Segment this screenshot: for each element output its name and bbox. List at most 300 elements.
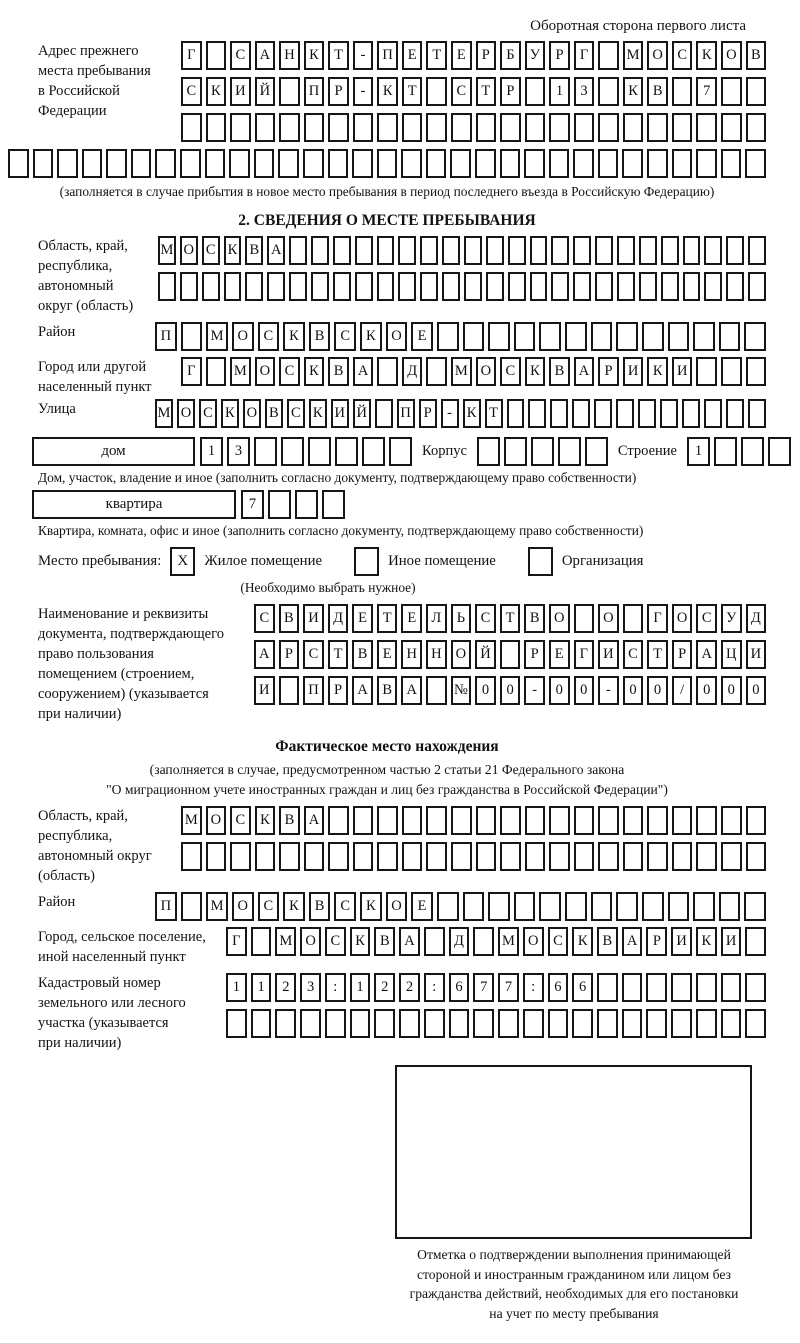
char-cell[interactable] — [377, 842, 398, 871]
char-cell[interactable]: А — [267, 236, 285, 265]
char-cell[interactable] — [402, 842, 423, 871]
char-cell[interactable] — [573, 149, 594, 178]
char-cell[interactable] — [374, 1009, 395, 1038]
char-cell[interactable]: И — [672, 357, 693, 386]
char-cell[interactable] — [377, 357, 398, 386]
char-cell[interactable] — [82, 149, 103, 178]
char-cell[interactable]: О — [243, 399, 261, 428]
char-cell[interactable] — [647, 806, 668, 835]
char-cell[interactable] — [744, 892, 766, 921]
char-cell[interactable] — [486, 272, 504, 301]
char-cell[interactable]: Е — [549, 640, 570, 669]
char-cell[interactable] — [574, 604, 595, 633]
char-cell[interactable] — [574, 113, 595, 142]
char-cell[interactable] — [539, 322, 561, 351]
char-cell[interactable] — [279, 842, 300, 871]
char-cell[interactable]: О — [300, 927, 321, 956]
char-cell[interactable]: 1 — [200, 437, 223, 466]
char-cell[interactable]: Ь — [451, 604, 472, 633]
char-cell[interactable]: - — [353, 41, 374, 70]
char-cell[interactable]: Т — [476, 77, 497, 106]
char-cell[interactable] — [450, 149, 471, 178]
char-cell[interactable] — [500, 806, 521, 835]
char-cell[interactable] — [721, 357, 742, 386]
char-cell[interactable]: И — [623, 357, 644, 386]
char-cell[interactable]: В — [647, 77, 668, 106]
char-cell[interactable] — [721, 842, 742, 871]
char-cell[interactable] — [304, 842, 325, 871]
char-cell[interactable] — [693, 892, 715, 921]
char-cell[interactable]: В — [279, 604, 300, 633]
char-cell[interactable]: В — [309, 322, 331, 351]
char-cell[interactable]: М — [275, 927, 296, 956]
char-cell[interactable] — [475, 149, 496, 178]
char-cell[interactable]: 0 — [696, 676, 717, 705]
char-cell[interactable] — [230, 113, 251, 142]
char-cell[interactable]: В — [265, 399, 283, 428]
char-cell[interactable] — [595, 236, 613, 265]
char-cell[interactable] — [530, 272, 548, 301]
char-cell[interactable] — [704, 399, 722, 428]
char-cell[interactable] — [714, 437, 737, 466]
char-cell[interactable]: К — [350, 927, 371, 956]
char-cell[interactable]: К — [283, 892, 305, 921]
char-cell[interactable] — [704, 236, 722, 265]
char-cell[interactable] — [704, 272, 722, 301]
char-cell[interactable] — [696, 113, 717, 142]
char-cell[interactable] — [574, 842, 595, 871]
char-cell[interactable] — [278, 149, 299, 178]
char-cell[interactable] — [525, 77, 546, 106]
char-cell[interactable] — [746, 842, 767, 871]
char-cell[interactable] — [721, 973, 742, 1002]
char-cell[interactable]: Б — [500, 41, 521, 70]
char-cell[interactable] — [661, 272, 679, 301]
char-cell[interactable] — [498, 1009, 519, 1038]
char-cell[interactable] — [671, 1009, 692, 1038]
char-cell[interactable]: Ц — [721, 640, 742, 669]
char-cell[interactable] — [180, 149, 201, 178]
char-cell[interactable]: Р — [279, 640, 300, 669]
char-cell[interactable] — [768, 437, 791, 466]
char-cell[interactable]: Е — [402, 41, 423, 70]
char-cell[interactable]: А — [254, 640, 275, 669]
char-cell[interactable] — [476, 113, 497, 142]
char-cell[interactable] — [668, 892, 690, 921]
char-cell[interactable] — [558, 437, 581, 466]
char-cell[interactable] — [8, 149, 29, 178]
char-cell[interactable] — [377, 149, 398, 178]
char-cell[interactable] — [616, 399, 634, 428]
char-cell[interactable] — [181, 842, 202, 871]
char-cell[interactable] — [500, 149, 521, 178]
char-cell[interactable] — [464, 272, 482, 301]
char-cell[interactable] — [683, 272, 701, 301]
char-cell[interactable]: О — [180, 236, 198, 265]
char-cell[interactable] — [514, 322, 536, 351]
char-cell[interactable] — [500, 113, 521, 142]
char-cell[interactable]: К — [463, 399, 481, 428]
char-cell[interactable] — [726, 236, 744, 265]
char-cell[interactable] — [377, 113, 398, 142]
char-cell[interactable]: И — [598, 640, 619, 669]
char-cell[interactable] — [721, 149, 742, 178]
char-cell[interactable]: Т — [426, 41, 447, 70]
char-cell[interactable]: Д — [746, 604, 767, 633]
char-cell[interactable]: : — [424, 973, 445, 1002]
char-cell[interactable]: Е — [352, 604, 373, 633]
char-cell[interactable] — [746, 113, 767, 142]
char-cell[interactable] — [551, 272, 569, 301]
char-cell[interactable] — [574, 806, 595, 835]
char-cell[interactable] — [353, 842, 374, 871]
char-cell[interactable] — [437, 892, 459, 921]
char-cell[interactable] — [353, 113, 374, 142]
char-cell[interactable] — [333, 272, 351, 301]
char-cell[interactable] — [33, 149, 54, 178]
char-cell[interactable] — [623, 604, 644, 633]
char-cell[interactable]: 7 — [498, 973, 519, 1002]
char-cell[interactable] — [402, 806, 423, 835]
char-cell[interactable] — [295, 490, 318, 519]
char-cell[interactable] — [696, 973, 717, 1002]
char-cell[interactable] — [304, 113, 325, 142]
char-cell[interactable]: 0 — [623, 676, 644, 705]
char-cell[interactable]: М — [230, 357, 251, 386]
char-cell[interactable] — [531, 437, 554, 466]
char-cell[interactable] — [303, 149, 324, 178]
char-cell[interactable] — [525, 842, 546, 871]
char-cell[interactable] — [486, 236, 504, 265]
char-cell[interactable]: К — [377, 77, 398, 106]
char-cell[interactable]: 0 — [500, 676, 521, 705]
char-cell[interactable]: С — [303, 640, 324, 669]
char-cell[interactable] — [57, 149, 78, 178]
char-cell[interactable]: 1 — [350, 973, 371, 1002]
char-cell[interactable]: С — [199, 399, 217, 428]
char-cell[interactable] — [224, 272, 242, 301]
char-cell[interactable]: К — [304, 41, 325, 70]
char-cell[interactable] — [398, 272, 416, 301]
char-cell[interactable] — [426, 676, 447, 705]
char-cell[interactable]: М — [181, 806, 202, 835]
char-cell[interactable]: А — [622, 927, 643, 956]
char-cell[interactable] — [672, 842, 693, 871]
char-cell[interactable]: О — [721, 41, 742, 70]
char-cell[interactable]: 3 — [300, 973, 321, 1002]
char-cell[interactable] — [572, 399, 590, 428]
char-cell[interactable] — [647, 149, 668, 178]
char-cell[interactable] — [539, 892, 561, 921]
char-cell[interactable]: Н — [279, 41, 300, 70]
char-cell[interactable]: Р — [419, 399, 437, 428]
char-cell[interactable]: А — [353, 357, 374, 386]
char-cell[interactable] — [693, 322, 715, 351]
char-cell[interactable]: С — [181, 77, 202, 106]
char-cell[interactable] — [325, 1009, 346, 1038]
char-cell[interactable] — [442, 272, 460, 301]
char-cell[interactable] — [473, 1009, 494, 1038]
char-cell[interactable] — [328, 806, 349, 835]
char-cell[interactable] — [682, 399, 700, 428]
char-cell[interactable] — [622, 149, 643, 178]
char-cell[interactable]: А — [399, 927, 420, 956]
char-cell[interactable] — [748, 272, 766, 301]
char-cell[interactable] — [551, 236, 569, 265]
char-cell[interactable] — [721, 113, 742, 142]
char-cell[interactable] — [591, 322, 613, 351]
char-cell[interactable]: Д — [328, 604, 349, 633]
char-cell[interactable]: С — [258, 892, 280, 921]
char-cell[interactable] — [696, 842, 717, 871]
char-cell[interactable] — [202, 272, 220, 301]
char-cell[interactable] — [476, 842, 497, 871]
char-cell[interactable] — [463, 322, 485, 351]
char-cell[interactable]: А — [255, 41, 276, 70]
char-cell[interactable] — [585, 437, 608, 466]
char-cell[interactable] — [426, 842, 447, 871]
char-cell[interactable] — [672, 806, 693, 835]
char-cell[interactable] — [451, 806, 472, 835]
char-cell[interactable]: С — [287, 399, 305, 428]
char-cell[interactable]: М — [206, 892, 228, 921]
char-cell[interactable]: С — [475, 604, 496, 633]
char-cell[interactable] — [591, 892, 613, 921]
char-cell[interactable] — [525, 806, 546, 835]
char-cell[interactable]: С — [500, 357, 521, 386]
char-cell[interactable]: 0 — [746, 676, 767, 705]
char-cell[interactable] — [335, 437, 358, 466]
char-cell[interactable] — [616, 892, 638, 921]
char-cell[interactable]: С — [696, 604, 717, 633]
char-cell[interactable] — [598, 149, 619, 178]
char-cell[interactable] — [362, 437, 385, 466]
char-cell[interactable]: О — [523, 927, 544, 956]
char-cell[interactable] — [279, 676, 300, 705]
char-cell[interactable] — [638, 399, 656, 428]
char-cell[interactable] — [437, 322, 459, 351]
checkbox-organization[interactable] — [528, 547, 553, 576]
char-cell[interactable]: 0 — [475, 676, 496, 705]
char-cell[interactable] — [426, 77, 447, 106]
char-cell[interactable] — [451, 842, 472, 871]
char-cell[interactable] — [726, 399, 744, 428]
char-cell[interactable] — [745, 973, 766, 1002]
char-cell[interactable] — [420, 236, 438, 265]
char-cell[interactable] — [181, 892, 203, 921]
char-cell[interactable]: С — [672, 41, 693, 70]
char-cell[interactable]: П — [155, 322, 177, 351]
char-cell[interactable]: В — [377, 676, 398, 705]
char-cell[interactable] — [289, 272, 307, 301]
char-cell[interactable]: 3 — [227, 437, 250, 466]
char-cell[interactable] — [504, 437, 527, 466]
char-cell[interactable] — [548, 1009, 569, 1038]
char-cell[interactable]: Г — [647, 604, 668, 633]
char-cell[interactable] — [251, 927, 272, 956]
char-cell[interactable] — [672, 149, 693, 178]
char-cell[interactable]: К — [206, 77, 227, 106]
char-cell[interactable] — [311, 272, 329, 301]
char-cell[interactable] — [595, 272, 613, 301]
char-cell[interactable] — [473, 927, 494, 956]
char-cell[interactable] — [514, 892, 536, 921]
char-cell[interactable]: Г — [181, 41, 202, 70]
char-cell[interactable] — [507, 399, 525, 428]
char-cell[interactable]: В — [524, 604, 545, 633]
char-cell[interactable] — [508, 272, 526, 301]
char-cell[interactable] — [300, 1009, 321, 1038]
char-cell[interactable] — [642, 892, 664, 921]
char-cell[interactable] — [328, 149, 349, 178]
char-cell[interactable] — [426, 113, 447, 142]
char-cell[interactable] — [622, 1009, 643, 1038]
char-cell[interactable]: Й — [353, 399, 371, 428]
char-cell[interactable] — [748, 236, 766, 265]
char-cell[interactable] — [245, 272, 263, 301]
char-cell[interactable] — [488, 322, 510, 351]
char-cell[interactable]: 0 — [574, 676, 595, 705]
char-cell[interactable] — [424, 1009, 445, 1038]
char-cell[interactable]: А — [401, 676, 422, 705]
char-cell[interactable]: П — [377, 41, 398, 70]
char-cell[interactable] — [268, 490, 291, 519]
char-cell[interactable] — [279, 113, 300, 142]
char-cell[interactable] — [281, 437, 304, 466]
char-cell[interactable] — [500, 640, 521, 669]
char-cell[interactable] — [451, 113, 472, 142]
char-cell[interactable]: Т — [328, 41, 349, 70]
char-cell[interactable] — [328, 842, 349, 871]
char-cell[interactable] — [549, 149, 570, 178]
char-cell[interactable] — [375, 399, 393, 428]
char-cell[interactable]: Н — [401, 640, 422, 669]
char-cell[interactable]: К — [572, 927, 593, 956]
char-cell[interactable]: П — [303, 676, 324, 705]
char-cell[interactable]: Р — [549, 41, 570, 70]
char-cell[interactable] — [696, 357, 717, 386]
char-cell[interactable]: У — [721, 604, 742, 633]
char-cell[interactable]: А — [352, 676, 373, 705]
char-cell[interactable]: Г — [574, 640, 595, 669]
char-cell[interactable] — [721, 77, 742, 106]
char-cell[interactable]: К — [309, 399, 327, 428]
char-cell[interactable]: Н — [426, 640, 447, 669]
char-cell[interactable]: И — [230, 77, 251, 106]
char-cell[interactable] — [745, 1009, 766, 1038]
char-cell[interactable]: В — [374, 927, 395, 956]
char-cell[interactable]: Р — [500, 77, 521, 106]
char-cell[interactable]: Р — [598, 357, 619, 386]
char-cell[interactable]: И — [671, 927, 692, 956]
char-cell[interactable] — [623, 113, 644, 142]
char-cell[interactable]: 0 — [549, 676, 570, 705]
char-cell[interactable] — [573, 236, 591, 265]
char-cell[interactable] — [442, 236, 460, 265]
char-cell[interactable] — [426, 357, 447, 386]
char-cell[interactable] — [477, 437, 500, 466]
char-cell[interactable]: И — [746, 640, 767, 669]
char-cell[interactable] — [696, 1009, 717, 1038]
char-cell[interactable]: О — [386, 892, 408, 921]
char-cell[interactable]: О — [549, 604, 570, 633]
char-cell[interactable] — [355, 272, 373, 301]
char-cell[interactable] — [424, 927, 445, 956]
char-cell[interactable]: А — [304, 806, 325, 835]
checkbox-other-premises[interactable] — [354, 547, 379, 576]
char-cell[interactable] — [229, 149, 250, 178]
char-cell[interactable]: Т — [328, 640, 349, 669]
char-cell[interactable] — [328, 113, 349, 142]
char-cell[interactable]: 2 — [399, 973, 420, 1002]
char-cell[interactable] — [523, 1009, 544, 1038]
char-cell[interactable]: С — [230, 806, 251, 835]
char-cell[interactable] — [617, 236, 635, 265]
char-cell[interactable]: И — [331, 399, 349, 428]
char-cell[interactable]: 7 — [473, 973, 494, 1002]
char-cell[interactable] — [500, 842, 521, 871]
char-cell[interactable] — [254, 149, 275, 178]
char-cell[interactable] — [181, 322, 203, 351]
char-cell[interactable]: : — [523, 973, 544, 1002]
char-cell[interactable] — [565, 322, 587, 351]
char-cell[interactable] — [350, 1009, 371, 1038]
char-cell[interactable]: Р — [524, 640, 545, 669]
char-cell[interactable] — [399, 1009, 420, 1038]
char-cell[interactable]: С — [451, 77, 472, 106]
char-cell[interactable]: / — [672, 676, 693, 705]
char-cell[interactable] — [672, 77, 693, 106]
char-cell[interactable]: М — [206, 322, 228, 351]
char-cell[interactable]: О — [386, 322, 408, 351]
char-cell[interactable] — [639, 272, 657, 301]
char-cell[interactable]: Е — [411, 322, 433, 351]
char-cell[interactable]: С — [325, 927, 346, 956]
char-cell[interactable]: - — [353, 77, 374, 106]
char-cell[interactable]: М — [158, 236, 176, 265]
char-cell[interactable] — [598, 41, 619, 70]
char-cell[interactable] — [476, 806, 497, 835]
char-cell[interactable]: М — [498, 927, 519, 956]
char-cell[interactable] — [565, 892, 587, 921]
char-cell[interactable]: 2 — [374, 973, 395, 1002]
char-cell[interactable] — [721, 1009, 742, 1038]
char-cell[interactable] — [660, 399, 678, 428]
char-cell[interactable]: Р — [328, 676, 349, 705]
char-cell[interactable]: 2 — [275, 973, 296, 1002]
char-cell[interactable] — [528, 399, 546, 428]
char-cell[interactable] — [647, 842, 668, 871]
char-cell[interactable]: Е — [451, 41, 472, 70]
char-cell[interactable] — [647, 113, 668, 142]
char-cell[interactable]: В — [328, 357, 349, 386]
char-cell[interactable] — [420, 272, 438, 301]
char-cell[interactable] — [106, 149, 127, 178]
char-cell[interactable] — [308, 437, 331, 466]
char-cell[interactable]: Г — [181, 357, 202, 386]
char-cell[interactable] — [696, 806, 717, 835]
char-cell[interactable]: Д — [402, 357, 423, 386]
char-cell[interactable]: Т — [485, 399, 503, 428]
char-cell[interactable] — [279, 77, 300, 106]
char-cell[interactable] — [646, 1009, 667, 1038]
char-cell[interactable]: В — [352, 640, 373, 669]
char-cell[interactable]: С — [334, 322, 356, 351]
char-cell[interactable]: 1 — [251, 973, 272, 1002]
char-cell[interactable]: Т — [500, 604, 521, 633]
char-cell[interactable]: К — [623, 77, 644, 106]
char-cell[interactable] — [572, 1009, 593, 1038]
